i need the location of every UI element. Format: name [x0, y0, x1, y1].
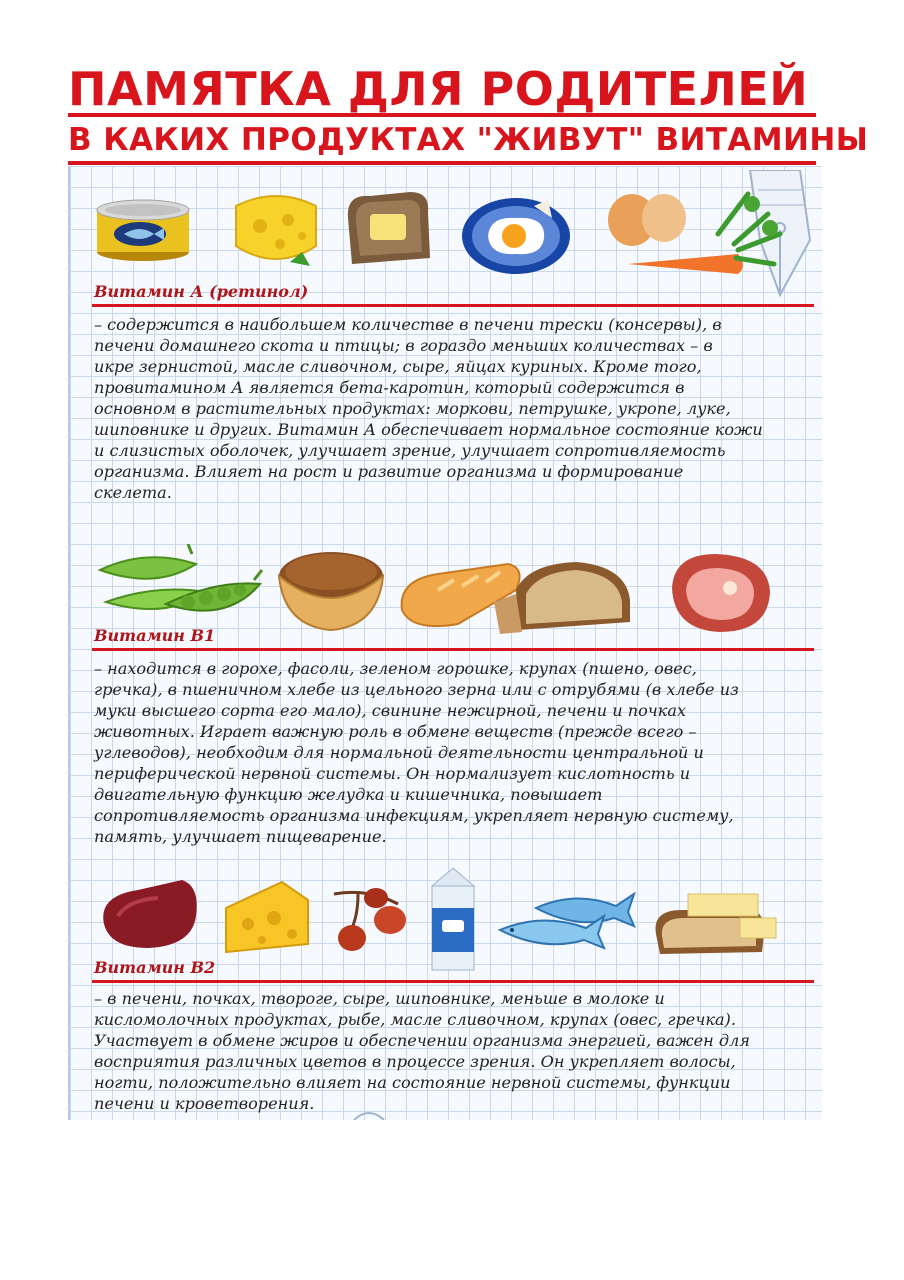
rosehip-icon [328, 884, 412, 956]
ham-icon [664, 548, 776, 636]
carrot-onion-icon [598, 184, 784, 290]
section-divider [92, 304, 814, 307]
food-row-vitamin-b2 [92, 862, 792, 972]
butter-toast-icon [342, 188, 434, 268]
bread-butter-icon [652, 888, 782, 956]
vitamin-b2-text: – в печени, почках, твороге, сыре, шиповнике, меньше в молоке и кисломолочных продуктах, рыбе, масле сливочном, крупах (овес, гречка). Участвует в обмене жиров и обеспечении организма энергией, важен для восприятия различных цветов в процессе зрения. Он укрепляет волосы, ногти, положительно влияет на состояние нервной системы, функции печени и кроветворения. [94, 989, 750, 1113]
vitamin-b2-label: Витамин В2 [94, 958, 216, 977]
cheese-wedge-icon [222, 878, 312, 958]
fish-icon [496, 890, 636, 954]
page-title: ПАМЯТКА ДЛЯ РОДИТЕЛЕЙ [68, 62, 809, 116]
vitamin-b1-label: Витамин В1 [94, 626, 216, 645]
food-row-vitamin-a [92, 184, 792, 294]
cheese-icon [230, 186, 322, 272]
milk-carton-icon [428, 864, 478, 972]
section-divider [92, 648, 814, 651]
page-corner-mark-icon [352, 1106, 386, 1120]
vitamin-a-label: Витамин А (ретинол) [94, 282, 309, 301]
subtitle-underline [68, 161, 816, 165]
vitamin-a-text: – содержится в наибольшем количестве в печени трески (консервы), в печени домашнего скота и птицы; в гораздо меньших количествах – в икре зернистой, масле сливочном, сыре, яйцах куриных. Кроме того, провитамином А является бета-каротин, который содержится в основном в растительных продуктах: моркови, петрушке, укропе, луке, шиповнике и других. Витамин А обеспечивает нормальное состояние кожи и слизистых оболочек, улучшает зрение, улучшает сопротивляемость организма. Влияет на рост и развитие организма и формирование скелета. [94, 315, 763, 502]
section-divider [92, 980, 814, 983]
fried-egg-icon [460, 190, 572, 276]
page-subtitle: В КАКИХ ПРОДУКТАХ "ЖИВУТ" ВИТАМИНЫ [68, 122, 869, 158]
pea-pods-icon [96, 544, 266, 622]
canned-fish-icon [94, 196, 192, 262]
buckwheat-bowl-icon [276, 542, 386, 634]
vitamin-b1-text: – находится в горохе, фасоли, зеленом горошке, крупах (пшено, овес, гречка), в пшеничном хлебе из цельного зерна или с отрубями (в хлебе из муки высшего сорта его мало), свинине нежирной, печени и почках животных. Играет важную роль в обмене веществ (прежде всего – углеводов), необходим для нормальной деятельности центральной и периферической нервной системы. Он нормализует кислотность и двигательную функцию желудка и кишечника, повышает сопротивляемость организма инфекциям, укрепляет нервную систему, память, улучшает пищеварение. [94, 659, 739, 846]
liver-icon [98, 876, 200, 952]
bread-loaves-icon [398, 550, 636, 634]
